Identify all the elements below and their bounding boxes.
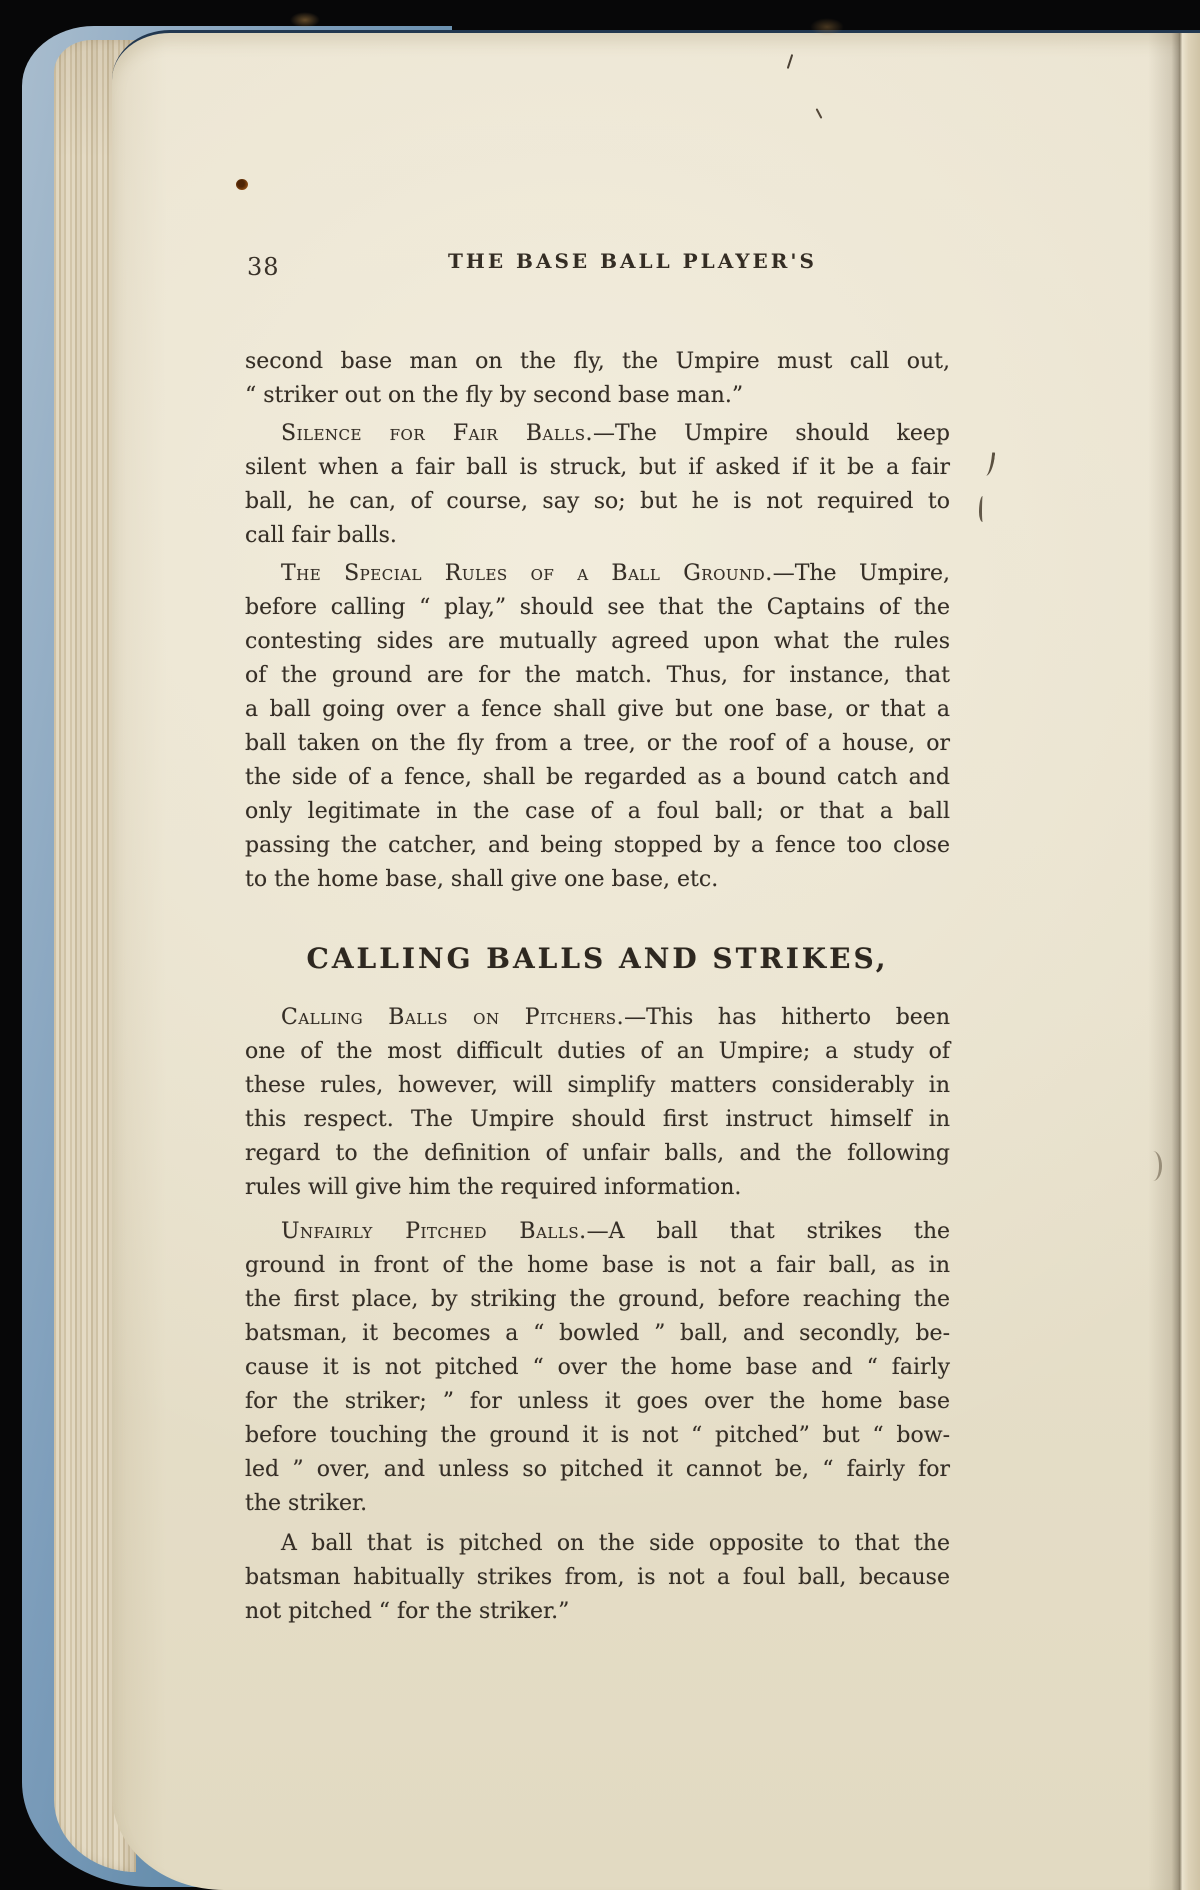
running-head <box>245 249 950 285</box>
adjacent-page-edge <box>1148 33 1200 1890</box>
text-line: the side of a fence, shall be regarded as a bound catch and <box>245 765 950 790</box>
text-line: one of the most difficult duties of an Umpire; a study of <box>245 1039 950 1064</box>
leadin-continuation: —The Umpire, <box>772 561 950 586</box>
text-line <box>245 557 950 591</box>
text-line: cause it is not pitched “ over the home base and “ fairly <box>245 1355 950 1380</box>
text-line: the striker. <box>245 1491 368 1516</box>
text-line: silent when a fair ball is struck, but if asked if it be a fair <box>245 455 950 480</box>
page-number: 38 <box>247 253 280 281</box>
paragraph-leadin: Silence for Fair Balls. <box>281 421 594 446</box>
paragraph-lines <box>245 1249 950 1521</box>
text-line: ball taken on the fly from a tree, or the roof of a house, or <box>245 731 950 756</box>
text-line: before calling “ play,” should see that the Captains of the <box>245 595 950 620</box>
paragraph-leadin: The Special Rules of a Ball Ground. <box>281 561 773 586</box>
leadin-continuation: —The Umpire should keep <box>593 421 950 446</box>
text-line: ground in front of the home base is not a fair ball, as in <box>245 1253 950 1278</box>
text-line: before touching the ground it is not “ pitched” but “ bow- <box>245 1423 950 1448</box>
text-line: A ball that is pitched on the side opposite to that the <box>281 1531 950 1556</box>
text-line: call fair balls. <box>245 523 397 548</box>
paragraph-lines <box>245 591 950 897</box>
page-text <box>245 345 950 1629</box>
book-page <box>112 30 1200 1890</box>
text-line: the first place, by striking the ground, before reaching the <box>245 1287 950 1312</box>
text-line: of the ground are for the match. Thus, for instance, that <box>245 663 950 688</box>
leadin-continuation: —This has hitherto been <box>624 1005 950 1030</box>
text-line: passing the catcher, and being stopped by a fence too close <box>245 833 950 858</box>
leadin-continuation: —A ball that strikes the <box>586 1219 951 1244</box>
paragraph-lines <box>245 1035 950 1205</box>
paragraph-opposite-side <box>245 1527 950 1629</box>
text-line: these rules, however, will simplify matters considerably in <box>245 1073 950 1098</box>
foxing-spot <box>290 12 320 28</box>
foxing-spot <box>810 18 844 36</box>
text-line <box>245 1215 950 1249</box>
text-line <box>245 1001 950 1035</box>
running-title: THE BASE BALL PLAYER'S <box>448 249 817 273</box>
text-line: second base man on the fly, the Umpire must call out, <box>245 349 950 374</box>
text-line: “ striker out on the fly by second base man.” <box>245 383 744 408</box>
text-line: led ” over, and unless so pitched it cannot be, “ fairly for <box>245 1457 950 1482</box>
text-line: for the striker; ” for unless it goes over the home base <box>245 1389 950 1414</box>
section-heading: CALLING BALLS AND STRIKES, <box>306 942 889 975</box>
text-line: regard to the definition of unfair balls, and the following <box>245 1141 950 1166</box>
paragraph-special-rules <box>245 557 950 897</box>
paragraph-unfairly-pitched-balls <box>245 1215 950 1521</box>
paragraph-continued <box>245 345 950 413</box>
text-line: contesting sides are mutually agreed upon what the rules <box>245 629 950 654</box>
text-line: batsman, it becomes a “ bowled ” ball, and secondly, be- <box>245 1321 950 1346</box>
text-line: rules will give him the required information. <box>245 1175 742 1200</box>
text-line: to the home base, shall give one base, etc. <box>245 867 719 892</box>
paragraph-silence-for-fair-balls <box>245 417 950 553</box>
text-line: not pitched “ for the striker.” <box>245 1599 570 1624</box>
paragraph-leadin: Unfairly Pitched Balls. <box>281 1219 587 1244</box>
text-line <box>245 417 950 451</box>
text-line: this respect. The Umpire should first instruct himself in <box>245 1107 950 1132</box>
paragraph-leadin: Calling Balls on Pitchers. <box>281 1005 625 1030</box>
paragraph-lines <box>245 451 950 553</box>
text-line: a ball going over a fence shall give but one base, or that a <box>245 697 950 722</box>
text-line: ball, he can, of course, say so; but he is not required to <box>245 489 950 514</box>
paragraph-calling-balls-on-pitchers <box>245 1001 950 1205</box>
text-line: batsman habitually strikes from, is not a foul ball, because <box>245 1565 950 1590</box>
text-line: only legitimate in the case of a foul ball; or that a ball <box>245 799 950 824</box>
margin-pen-mark <box>979 496 991 522</box>
stain-spot <box>236 179 248 190</box>
